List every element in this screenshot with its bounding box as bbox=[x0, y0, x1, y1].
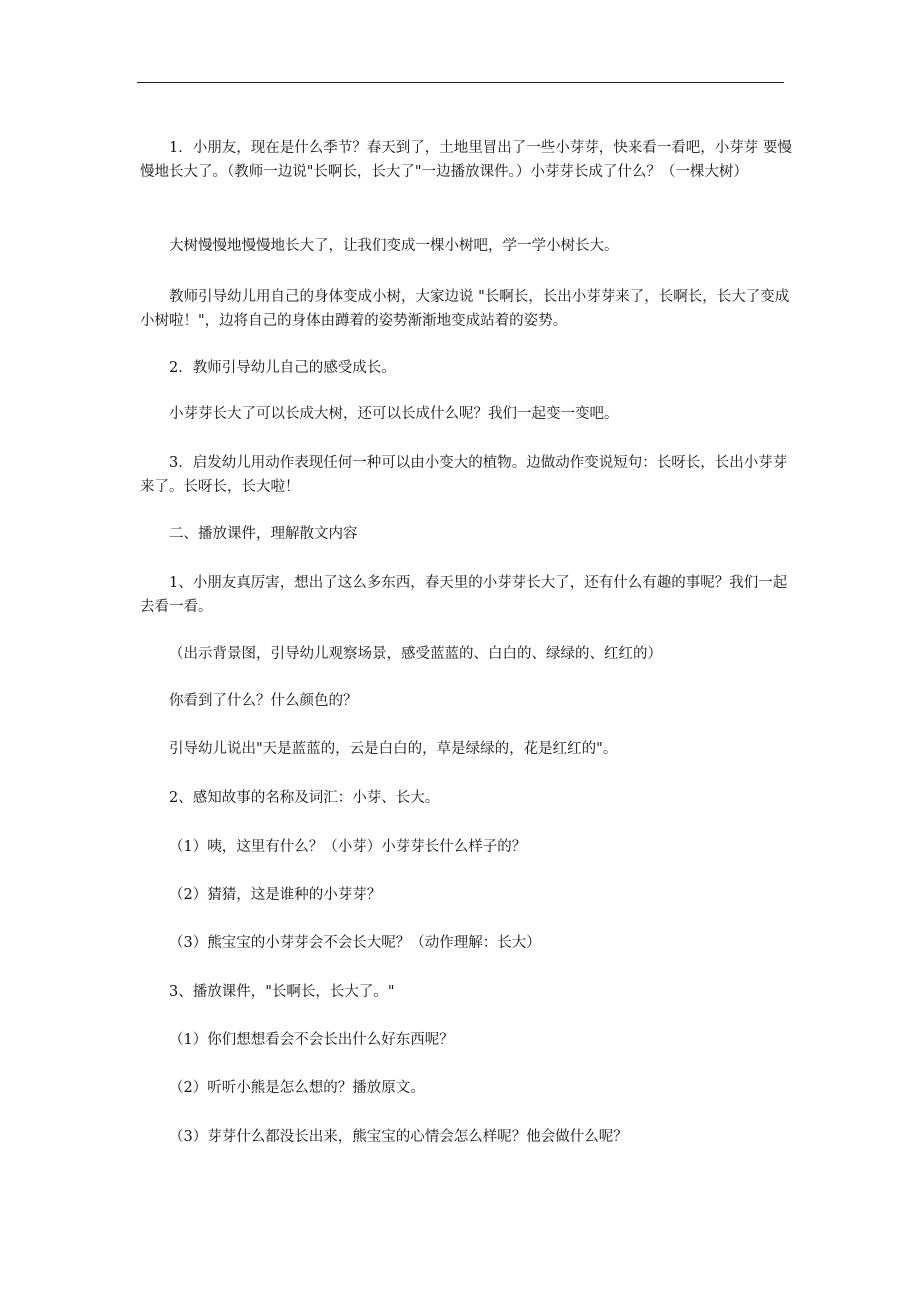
paragraph-11: 2、感知故事的名称及词汇：小芽、长大。 bbox=[169, 790, 440, 806]
paragraph-15: 3、播放课件，"长啊长，长大了。" bbox=[169, 984, 395, 1000]
paragraph-4: 2．教师引导幼儿自己的感受成长。 bbox=[169, 360, 396, 376]
paragraph-3: 教师引导幼儿用自己的身体变成小树，大家边说 "长啊长，长出小芽芽来了，长啊长，长大了变成小树啦！"，边将自己的身体由蹲着的姿势渐渐地变成站着的姿势。 bbox=[140, 289, 790, 329]
paragraph-7: 1、小朋友真厉害，想出了这么多东西，春天里的小芽芽长大了，还有什么有趣的事呢？我们一起去看一看。 bbox=[140, 575, 788, 615]
paragraph-5: 小芽芽长大了可以长成大树，还可以长成什么呢？我们一起变一变吧。 bbox=[169, 406, 619, 422]
paragraph-2: 大树慢慢地慢慢地长大了，让我们变成一棵小树吧，学一学小树长大。 bbox=[169, 238, 619, 254]
section-heading: 二、播放课件，理解散文内容 bbox=[169, 526, 358, 542]
paragraph-9: 你看到了什么？什么颜色的？ bbox=[169, 693, 358, 709]
paragraph-8: （出示背景图，引导幼儿观察场景，感受蓝蓝的、白白的、绿绿的、红红的） bbox=[169, 646, 662, 662]
paragraph-16: （1）你们想想看会不会长出什么好东西呢？ bbox=[169, 1032, 454, 1048]
paragraph-14: （3）熊宝宝的小芽芽会不会长大呢？（动作理解：长大） bbox=[169, 935, 541, 951]
paragraph-17: （2）听听小熊是怎么想的？播放原文。 bbox=[169, 1080, 425, 1096]
paragraph-6: 3．启发幼儿用动作表现任何一种可以由小变大的植物。边做动作变说短句：长呀长，长出小芽芽来了。长呀长，长大啦！ bbox=[140, 455, 788, 495]
paragraph-13: （2）猜猜，这是谁种的小芽芽？ bbox=[169, 887, 382, 903]
header-rule bbox=[137, 82, 784, 83]
paragraph-18: （3）芽芽什么都没长出来，熊宝宝的心情会怎么样呢？他会做什么呢？ bbox=[169, 1129, 628, 1145]
paragraph-10: 引导幼儿说出"天是蓝蓝的，云是白白的，草是绿绿的，花是红红的"。 bbox=[169, 741, 618, 757]
paragraph-12: （1）咦，这里有什么？（小芽）小芽芽长什么样子的？ bbox=[169, 839, 527, 855]
paragraph-1: 1．小朋友，现在是什么季节？春天到了，土地里冒出了一些小芽芽，快来看一看吧，小芽芽 要慢慢地长大了。（教师一边说"长啊长，长大了"一边播放课件。）小芽芽长成了什么？（一棵大树） bbox=[140, 140, 792, 180]
